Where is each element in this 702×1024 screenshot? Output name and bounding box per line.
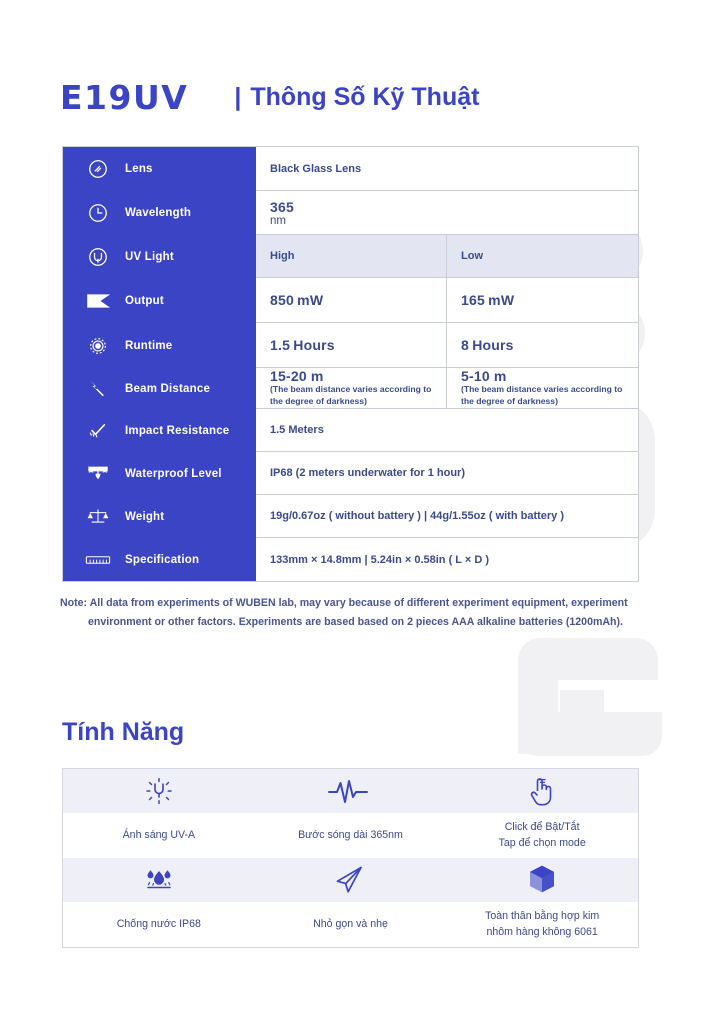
spec-row-label-impact-resistance [63,409,256,452]
feature-label: Bước sóng dài 365nm [298,828,403,841]
spec-label-text: Beam Distance [125,382,211,395]
spec-value-text: 133mm × 14.8mm | 5.24in × 0.58in ( L × D ) [270,553,490,566]
spec-label-text: Wavelength [125,207,192,219]
spec-row-label-beam-distance [63,368,256,409]
spec-value-cell [256,368,447,408]
uv-light-icon [85,244,111,270]
spec-row-label-runtime [63,323,256,368]
spec-row-label-lens [63,147,256,191]
feature-cell [63,769,255,813]
spec-label-text: Weight [125,510,165,523]
clock-icon [85,200,111,226]
spec-label-text: Runtime [125,339,173,352]
beam-distance-note: (The beam distance varies according to the degree of darkness) [461,384,623,406]
tap-hand-icon [526,774,558,808]
spec-value-line [461,337,624,353]
spec-row-value [256,191,638,235]
watermark-shape [518,712,662,756]
beam-distance-unit: m [493,368,507,385]
beam-value-line [461,368,624,407]
beam-distance-unit: m [310,368,324,385]
feature-label: Click để Bật/Tắt Tap để chọn mode [498,821,586,849]
spec-value-text: 19g/0.67oz ( without battery ) | 44g/1.55oz ( with battery ) [270,510,565,522]
spec-value-big: 8 [461,337,469,353]
spec-value-cell [256,409,638,451]
spec-row-label-uv-light [63,235,256,278]
feature-label: Chống nước IP68 [116,917,201,930]
spec-value-cell [256,147,638,190]
feature-cell [255,902,447,947]
feature-icon-row [63,858,638,902]
wavelength-pulse-icon [327,776,373,806]
spec-value-text: 1.5 Meters [270,424,324,436]
spec-value-text: IP68 (2 meters underwater for 1 hour) [270,467,465,479]
spec-value-unit: nm [270,214,286,227]
spec-row-value [256,452,638,495]
runtime-icon [85,333,111,359]
spec-value-big: 165 [461,292,485,308]
spec-table-label-column [63,147,256,581]
feature-cell [63,858,255,902]
spec-value-cell [256,323,447,367]
feature-icon-row [63,769,638,813]
title-divider: | [234,83,242,111]
spec-row-value [256,278,638,323]
spec-value-unit: Hours [472,337,514,353]
note-line-2: environment or other factors. Experiments are based based on 2 pieces AAA alkaline batteries (1200mAh). [88,615,623,628]
spec-value-cell [256,452,638,494]
beam-value-line [270,368,432,407]
spec-row-label-wavelength [63,191,256,235]
spec-value-cell [256,495,638,537]
spec-value-cell [447,235,638,277]
spec-value-cell [256,278,447,322]
feature-label-row [63,813,638,858]
spec-mode-label: Low [461,250,483,262]
spec-value-text: Black Glass Lens [270,162,362,175]
spec-value-unit: mW [488,292,515,308]
feature-label: Toàn thân bằng hợp kim nhôm hàng không 6061 [485,910,600,938]
page-header [60,78,479,117]
spec-row-label-waterproof-level [63,452,256,495]
beam-distance-icon [85,376,111,402]
product-logo: E19UV [60,78,189,117]
feature-cell [446,858,638,902]
cube-icon [526,863,558,897]
spec-value-line [270,292,432,308]
spec-value-cell [447,278,638,322]
beam-distance-note: (The beam distance varies according to the degree of darkness) [270,384,432,406]
feature-label: Nhỏ gọn và nhẹ [313,917,388,930]
feature-cell [255,858,447,902]
spec-label-text: Specification [125,553,200,566]
spec-row-value [256,323,638,368]
spec-value-cell [256,235,447,277]
spec-value-big: 850 [270,292,294,308]
spec-value-cell [447,368,638,408]
spec-row-label-output [63,278,256,323]
spec-value-unit: Hours [293,337,335,353]
spec-value-big: 1.5 [270,337,291,353]
beam-distance-value: 15-20 [270,368,307,385]
spec-row-value [256,147,638,191]
features-grid [62,768,639,948]
page-title [234,83,479,112]
water-drop-icon [140,865,178,895]
paper-plane-icon [333,864,367,896]
output-icon [85,288,111,314]
spec-label-text: Waterproof Level [125,467,222,480]
feature-cell [446,813,638,858]
spec-row-value [256,409,638,452]
spec-value-cell [447,323,638,367]
spec-value-unit: mW [297,292,324,308]
spec-value-line [270,337,432,353]
beam-distance-value: 5-10 [461,368,490,385]
feature-label-row [63,902,638,947]
feature-cell [255,813,447,858]
spec-label-text: UV Light [125,250,174,263]
spec-label-text: Lens [125,163,153,175]
spec-table-value-column [256,147,638,581]
spec-table [62,146,639,582]
waterproof-icon [85,461,111,487]
feature-label: Ánh sáng UV-A [122,828,196,841]
weight-icon [85,504,111,530]
disclaimer-note [60,594,650,631]
spec-value-cell [256,538,638,581]
spec-label-text: Impact Resistance [125,424,230,437]
page-title-text: Thông Số Kỹ Thuật [250,83,480,111]
spec-row-value [256,368,638,409]
feature-cell [63,902,255,947]
spec-label-text: Output [125,294,164,307]
spec-row-value [256,235,638,278]
spec-mode-label: High [270,250,295,262]
feature-cell [255,769,447,813]
spec-row-label-weight [63,495,256,538]
spec-row-value [256,538,638,581]
spec-value-line [461,292,624,308]
feature-cell [63,813,255,858]
spec-row-value [256,495,638,538]
spec-value-cell [256,191,638,234]
feature-cell [446,769,638,813]
specification-icon [85,547,111,573]
spec-row-label-specification [63,538,256,581]
features-title: Tính Năng [62,718,185,746]
impact-resistance-icon [85,418,111,444]
note-line-1: Note: All data from experiments of WUBEN lab, may vary because of different experiment equipment, experiment [60,597,628,609]
uv-a-light-icon [142,774,176,808]
lens-icon [85,156,111,182]
feature-cell [446,902,638,947]
spec-value-big: 365 [270,198,294,215]
